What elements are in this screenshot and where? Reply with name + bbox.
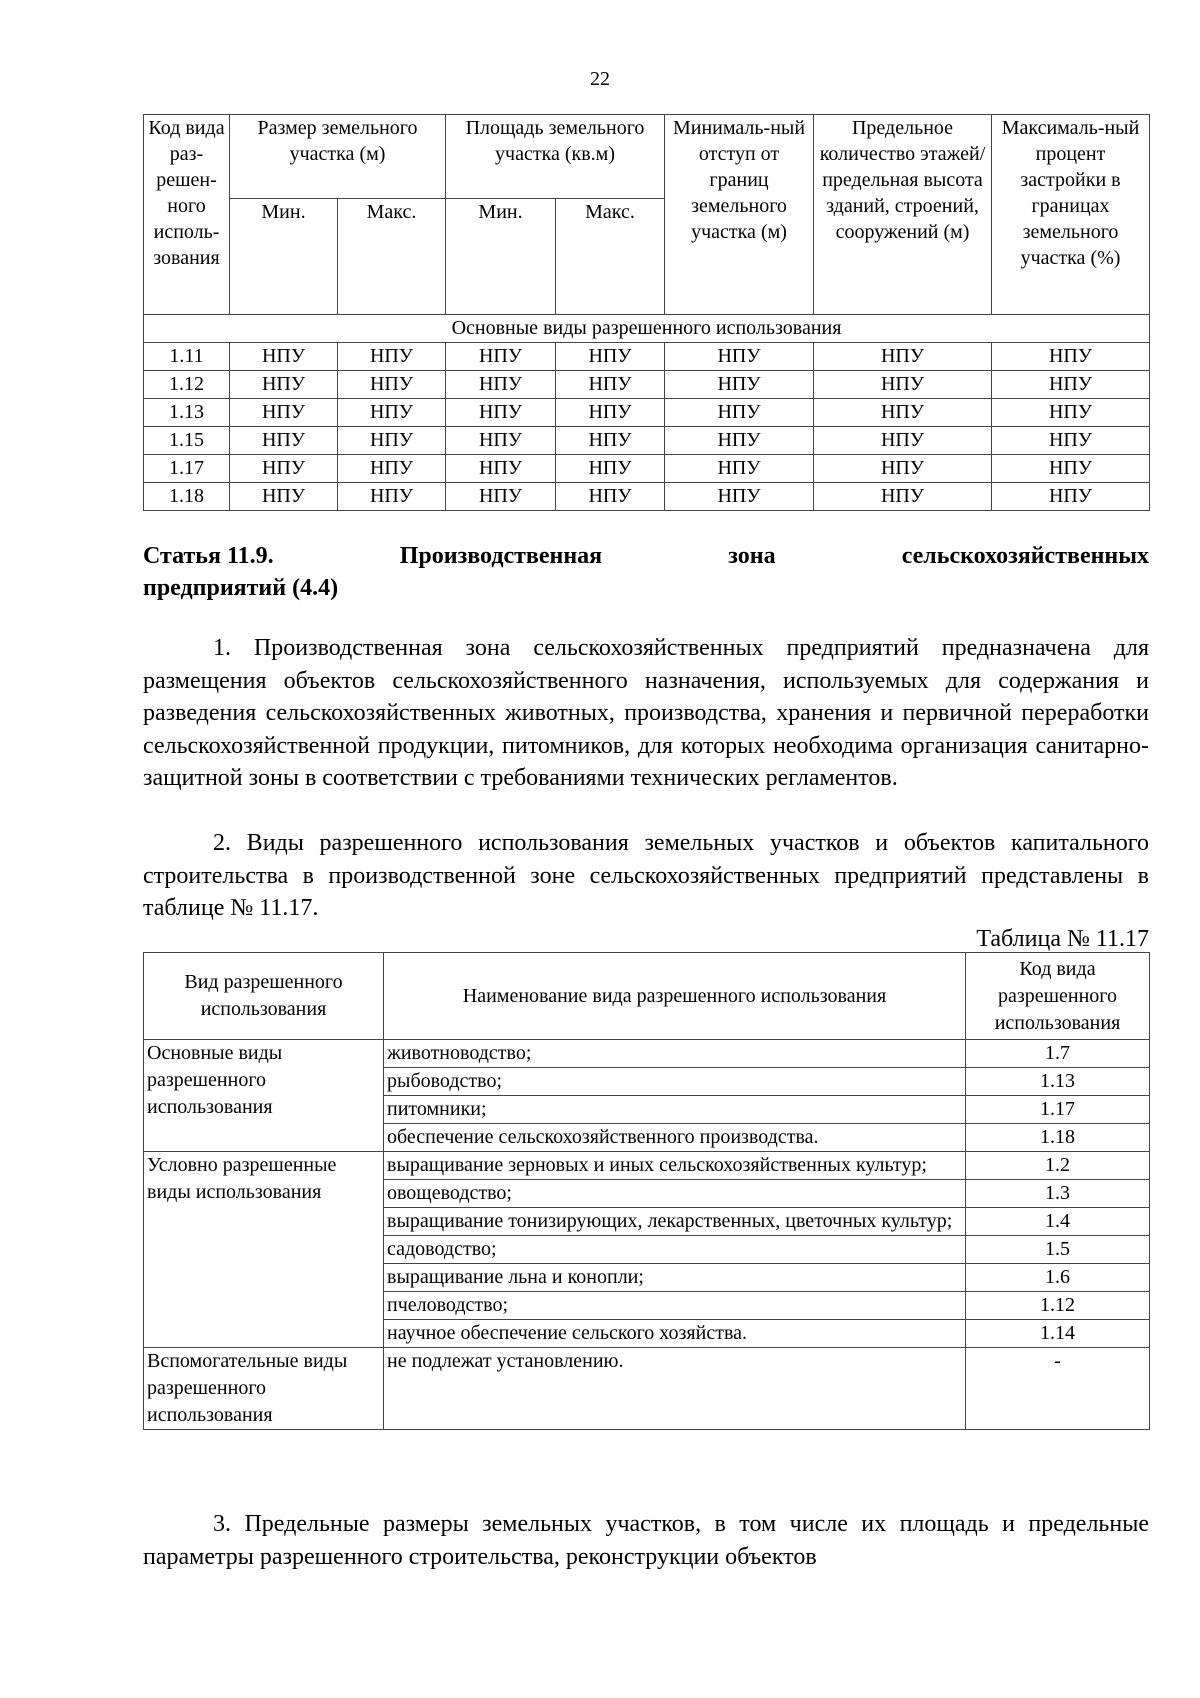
cell-code: 1.11 — [144, 343, 230, 371]
cell-code: 1.15 — [144, 427, 230, 455]
cell: НПУ — [446, 343, 556, 371]
use-name: не подлежат установлению. — [384, 1348, 966, 1430]
header-min-indent: Минималь-ный отступ от границ земельного участка (м) — [665, 115, 814, 315]
use-name: обеспечение сельскохозяйственного производства. — [384, 1124, 966, 1152]
cell: НПУ — [814, 399, 992, 427]
cell: НПУ — [230, 399, 338, 427]
cell: НПУ — [338, 371, 446, 399]
use-code: 1.6 — [966, 1264, 1150, 1292]
use-code: 1.2 — [966, 1152, 1150, 1180]
header-area-min: Мин. — [446, 199, 556, 315]
cell: НПУ — [665, 455, 814, 483]
cell: НПУ — [230, 371, 338, 399]
article-title-word: зона — [728, 543, 776, 569]
cell: НПУ — [230, 483, 338, 511]
permitted-use-table — [143, 952, 1150, 1430]
section-label: Основные виды разрешенного использования — [144, 315, 1150, 343]
use-name: пчеловодство; — [384, 1292, 966, 1320]
table-row — [144, 399, 1150, 427]
use-name: питомники; — [384, 1096, 966, 1124]
use-code: 1.12 — [966, 1292, 1150, 1320]
use-code: 1.3 — [966, 1180, 1150, 1208]
cell: НПУ — [556, 427, 665, 455]
header-name: Наименование вида разрешенного использования — [384, 953, 966, 1040]
cell: НПУ — [338, 343, 446, 371]
cell: НПУ — [338, 427, 446, 455]
header-type: Вид разрешенного использования — [144, 953, 384, 1040]
table-row — [144, 343, 1150, 371]
use-code: 1.17 — [966, 1096, 1150, 1124]
use-name: выращивание тонизирующих, лекарственных, цветочных культур; — [384, 1208, 966, 1236]
article-number: Статья 11.9. — [143, 543, 274, 569]
cell: НПУ — [338, 455, 446, 483]
header-size-max: Макс. — [338, 199, 446, 315]
use-code: 1.7 — [966, 1040, 1150, 1068]
paragraph-2: 2. Виды разрешенного использования земельных участков и объектов капитального строительства в производственной зоне сельскохозяйственных предприятий представлены в таблице № 11.17. — [143, 830, 1149, 921]
group-auxiliary: Вспомогательные виды разрешенного использования — [144, 1348, 384, 1430]
cell: НПУ — [446, 483, 556, 511]
cell: НПУ — [556, 455, 665, 483]
cell-code: 1.12 — [144, 371, 230, 399]
cell: НПУ — [992, 455, 1150, 483]
cell: НПУ — [992, 371, 1150, 399]
header-code: Код вида разрешенного использования — [966, 953, 1150, 1040]
cell: НПУ — [665, 371, 814, 399]
use-name: научное обеспечение сельского хозяйства. — [384, 1320, 966, 1348]
use-code: 1.18 — [966, 1124, 1150, 1152]
use-name: овощеводство; — [384, 1180, 966, 1208]
cell: НПУ — [446, 427, 556, 455]
table-row — [144, 427, 1150, 455]
cell: НПУ — [992, 343, 1150, 371]
table-row — [144, 483, 1150, 511]
cell: НПУ — [556, 483, 665, 511]
cell: НПУ — [992, 399, 1150, 427]
cell: НПУ — [992, 483, 1150, 511]
cell: НПУ — [814, 427, 992, 455]
use-code: 1.5 — [966, 1236, 1150, 1264]
group-conditional: Условно разрешенные виды использования — [144, 1152, 384, 1348]
cell: НПУ — [446, 371, 556, 399]
article-title — [143, 540, 1149, 604]
use-name: рыбоводство; — [384, 1068, 966, 1096]
cell: НПУ — [338, 399, 446, 427]
table-row — [144, 1040, 1150, 1068]
cell: НПУ — [814, 483, 992, 511]
cell: НПУ — [992, 427, 1150, 455]
cell: НПУ — [230, 427, 338, 455]
cell: НПУ — [338, 483, 446, 511]
cell: НПУ — [665, 343, 814, 371]
table-row — [144, 1152, 1150, 1180]
cell: НПУ — [556, 371, 665, 399]
header-size: Размер земельного участка (м) — [230, 115, 446, 199]
header-floors: Предельное количество этажей/ предельная высота зданий, строений, сооружений (м) — [814, 115, 992, 315]
article-title-word: Производственная — [399, 543, 603, 569]
use-name: выращивание льна и конопли; — [384, 1264, 966, 1292]
parameters-table — [143, 114, 1150, 511]
group-main: Основные виды разрешенного использования — [144, 1040, 384, 1152]
page-number: 22 — [590, 68, 610, 90]
article-title-line2: предприятий (4.4) — [143, 575, 339, 601]
paragraph-3: 3. Предельные размеры земельных участков, в том числе их площадь и предельные параметры разрешенного строительства, реконструкции объектов — [143, 1511, 1149, 1570]
cell-code: 1.18 — [144, 483, 230, 511]
use-code: 1.4 — [966, 1208, 1150, 1236]
use-name: садоводство; — [384, 1236, 966, 1264]
use-name: животноводство; — [384, 1040, 966, 1068]
use-code: - — [966, 1348, 1150, 1430]
table-row — [144, 371, 1150, 399]
cell: НПУ — [665, 399, 814, 427]
cell: НПУ — [446, 455, 556, 483]
cell: НПУ — [556, 343, 665, 371]
header-size-min: Мин. — [230, 199, 338, 315]
cell: НПУ — [665, 427, 814, 455]
header-area-max: Макс. — [556, 199, 665, 315]
table-caption: Таблица № 11.17 — [976, 926, 1149, 952]
use-code: 1.14 — [966, 1320, 1150, 1348]
header-max-percent: Максималь-ный процент застройки в границах земельного участка (%) — [992, 115, 1150, 315]
table-row — [144, 1348, 1150, 1430]
cell: НПУ — [814, 371, 992, 399]
cell: НПУ — [446, 399, 556, 427]
cell: НПУ — [665, 483, 814, 511]
cell: НПУ — [230, 343, 338, 371]
header-area: Площадь земельного участка (кв.м) — [446, 115, 665, 199]
use-code: 1.13 — [966, 1068, 1150, 1096]
cell: НПУ — [814, 455, 992, 483]
cell-code: 1.17 — [144, 455, 230, 483]
article-title-word: сельскохозяйственных — [901, 543, 1149, 569]
cell-code: 1.13 — [144, 399, 230, 427]
header-code: Код вида раз-решен-ного исполь-зования — [144, 115, 230, 315]
cell: НПУ — [556, 399, 665, 427]
table-row — [144, 455, 1150, 483]
paragraph-1: 1. Производственная зона сельскохозяйственных предприятий предназначена для размещения объектов сельскохозяйственного назначения, используемых для содержания и разведения сельскохозяйственных животных, производства, хранения и первичной переработки сельскохозяйственной продукции, питомников, для которых необходима организация санитарно-защитной зоны в соответствии с требованиями технических регламентов. — [143, 635, 1149, 791]
use-name: выращивание зерновых и иных сельскохозяйственных культур; — [384, 1152, 966, 1180]
cell: НПУ — [230, 455, 338, 483]
cell: НПУ — [814, 343, 992, 371]
